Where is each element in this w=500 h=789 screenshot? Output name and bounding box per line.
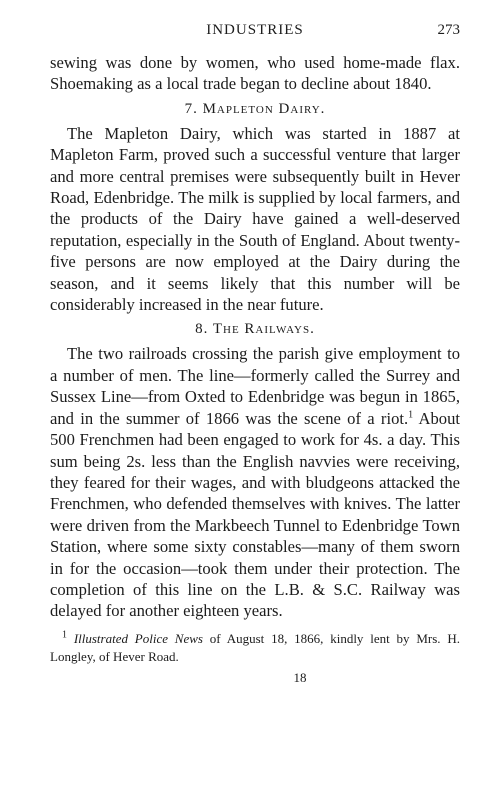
running-header [50, 22, 460, 44]
footnote-text: of August 18, 1866, kindly lent by Mrs. H. Longley, of Hever Road. [50, 630, 460, 664]
footnote-reference: 1 [408, 409, 414, 421]
railways-text-part1: The two railroads crossing the parish give employment to a number of men. The line—formerly called the Surrey and Sussex Line—from Oxted to Edenbridge was begun in 1865, and in the summer of 1866 was the scene of a riot. [50, 344, 460, 428]
dairy-paragraph: The Mapleton Dairy, which was started in 1887 at Mapleton Farm, proved such a successful venture that larger and more central premises were subsequently built in Hever Road, Edenbridge. The milk is supplied by local farmers, and the products of the Dairy have gained a well-deserved reputation, especially in the South of England. About twenty-five persons are now employed at the Dairy during the season, and it seems likely that this number will be considerably increased in the near future. [50, 123, 460, 315]
footnote-1 [50, 630, 460, 666]
page-number: 273 [437, 22, 460, 38]
footnotes [50, 630, 460, 666]
book-page [50, 0, 460, 789]
section-heading-dairy: 7. Mapleton Dairy. [184, 100, 326, 117]
railways-paragraph [50, 343, 460, 621]
page-body [50, 52, 460, 686]
running-title: INDUSTRIES [206, 22, 304, 38]
continued-paragraph: sewing was done by women, who used home-made flax. Shoemaking as a local trade began to decline about 1840. [50, 53, 460, 94]
footnote-mark: 1 [62, 629, 67, 641]
section-heading-railways: 8. The Railways. [195, 321, 315, 338]
footnote-source: Illustrated Police News [73, 630, 203, 646]
railways-text-part2: About 500 Frenchmen had been engaged to work for 4s. a day. This sum being 2s. less than the English navvies were receiving, they feared for their wages, and with bludgeons attacked the Frenchmen, who defended themselves with knives. The latter were driven from the Markbeech Tunnel to Edenbridge Town Station, where some sixty constables—many of them sworn in for the occasion—took them under their protection. The completion of this line on the L.B. & S.C. Railway was delayed for another eighteen years. [50, 408, 460, 621]
signature-mark: 18 [293, 669, 307, 685]
